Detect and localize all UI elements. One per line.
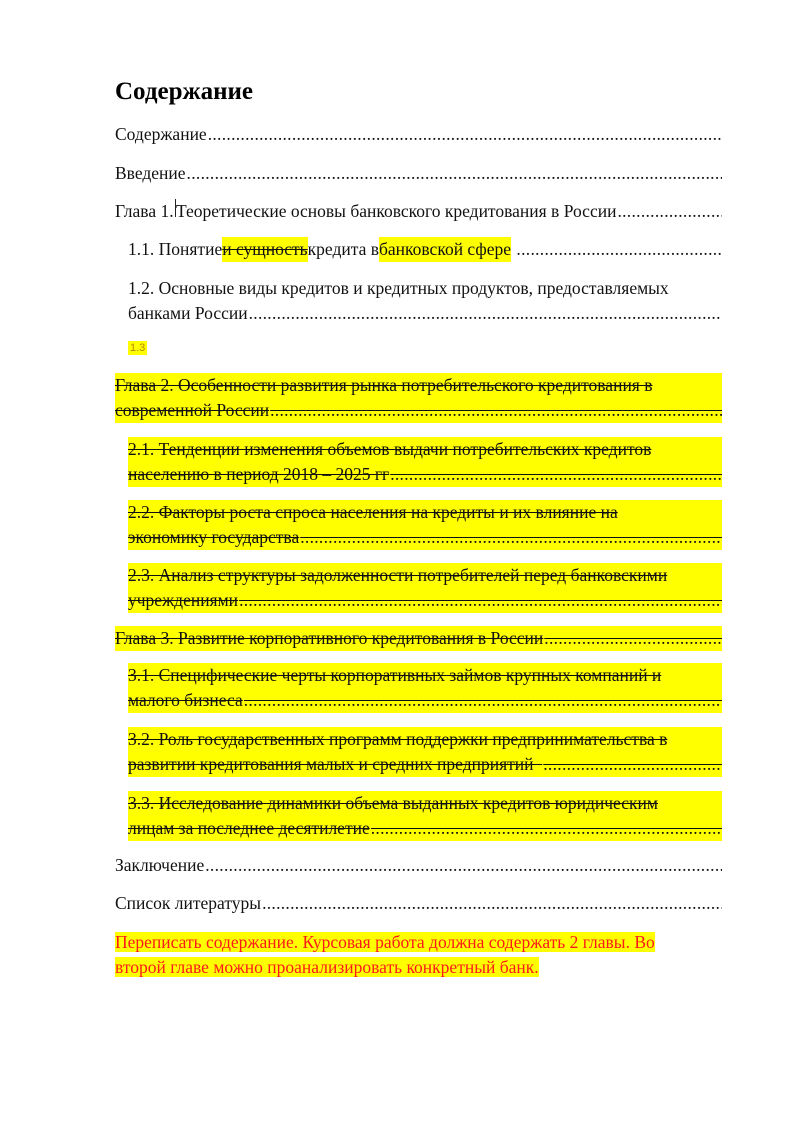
chapter-text: Глава 2. Особенности развития рынка потребительского кредитования в [115, 375, 653, 395]
dot-leader [205, 853, 722, 878]
struck-text: и сущность [222, 237, 307, 262]
toc-entry-contents[interactable] [115, 122, 722, 147]
dot-leader [300, 525, 722, 550]
dot-leader [262, 891, 722, 916]
section-text: лицам за последнее десятилетие [128, 818, 370, 838]
section-text: малого бизнеса [128, 690, 243, 710]
dot-leader [390, 462, 722, 487]
highlighted-text: банковской сфере [379, 237, 511, 262]
toc-entry-section-1-2[interactable] [128, 276, 722, 326]
reviewer-comment [115, 930, 715, 980]
section-text: 2.1. Тенденции изменения объемов выдачи потребительских кредитов [128, 439, 652, 459]
toc-entry-chapter-2[interactable] [115, 373, 722, 423]
toc-entry-section-2-1[interactable] [128, 437, 722, 487]
dot-leader [249, 301, 722, 326]
dot-leader [543, 752, 722, 777]
toc-entry-chapter-3[interactable] [115, 626, 722, 651]
chapter-title: Теоретические основы банковского кредитования в России [176, 201, 617, 221]
section-text: 3.2. Роль государственных программ поддержки предпринимательства в [128, 729, 668, 749]
chapter-text: Глава 3. Развитие корпоративного кредитования в России [115, 628, 544, 648]
dot-leader [617, 199, 722, 224]
dot-leader [187, 161, 722, 186]
section-text: 3.1. Специфические черты корпоративных займов крупных компаний и [128, 665, 662, 685]
dot-leader [208, 122, 722, 147]
dot-leader [270, 398, 722, 423]
section-1-3-label: 1.3 [130, 342, 146, 354]
section-text: 3.3. Исследование динамики объема выданных кредитов юридическим [128, 793, 658, 813]
section-text: учреждениями [128, 590, 239, 610]
toc-entry-label: Заключение [115, 855, 205, 875]
toc-entry-section-1-1[interactable] [128, 237, 722, 262]
comment-line: Переписать содержание. Курсовая работа должна содержать 2 главы. Во [115, 932, 655, 952]
dot-leader [516, 237, 722, 262]
toc-entry-section-3-2[interactable] [128, 727, 722, 777]
toc-entry-section-3-1[interactable] [128, 663, 722, 713]
section-text: банками России [128, 303, 248, 323]
section-text: 1.1. Понятие [128, 239, 223, 259]
section-text: кредита в [307, 239, 379, 259]
chapter-text: современной России [115, 400, 270, 420]
toc-entry-chapter-1[interactable] [115, 199, 722, 224]
dot-leader [544, 626, 722, 651]
toc-entry-conclusion[interactable] [115, 853, 722, 878]
toc-entry-label: Список литературы [115, 893, 262, 913]
comment-line: второй главе можно проанализировать конкретный банк. [115, 957, 539, 977]
toc-entry-label: Введение [115, 163, 186, 183]
section-text: 2.3. Анализ структуры задолженности потребителей перед банковскими [128, 565, 668, 585]
toc-entry-references[interactable] [115, 891, 722, 916]
dot-leader [371, 816, 722, 841]
toc-entry-label: Содержание [115, 124, 207, 144]
toc-entry-intro[interactable] [115, 161, 722, 186]
toc-entry-section-3-3[interactable] [128, 791, 722, 841]
section-text: экономику государства [128, 527, 300, 547]
section-text [511, 237, 515, 262]
section-text: развитии кредитования малых и средних предприятий [128, 754, 543, 774]
dot-leader [239, 588, 722, 613]
toc-entry-section-2-3[interactable] [128, 563, 722, 613]
toc-entry-section-2-2[interactable] [128, 500, 722, 550]
section-text: 2.2. Факторы роста спроса населения на кредиты и их влияние на [128, 502, 618, 522]
section-text: 1.2. Основные виды кредитов и кредитных продуктов, предоставляемых [128, 278, 669, 298]
chapter-prefix: Глава 1. [115, 201, 174, 221]
page-title: Содержание [115, 78, 254, 105]
section-text: населению в период 2018 – 2025 гг [128, 464, 390, 484]
dot-leader [244, 688, 722, 713]
